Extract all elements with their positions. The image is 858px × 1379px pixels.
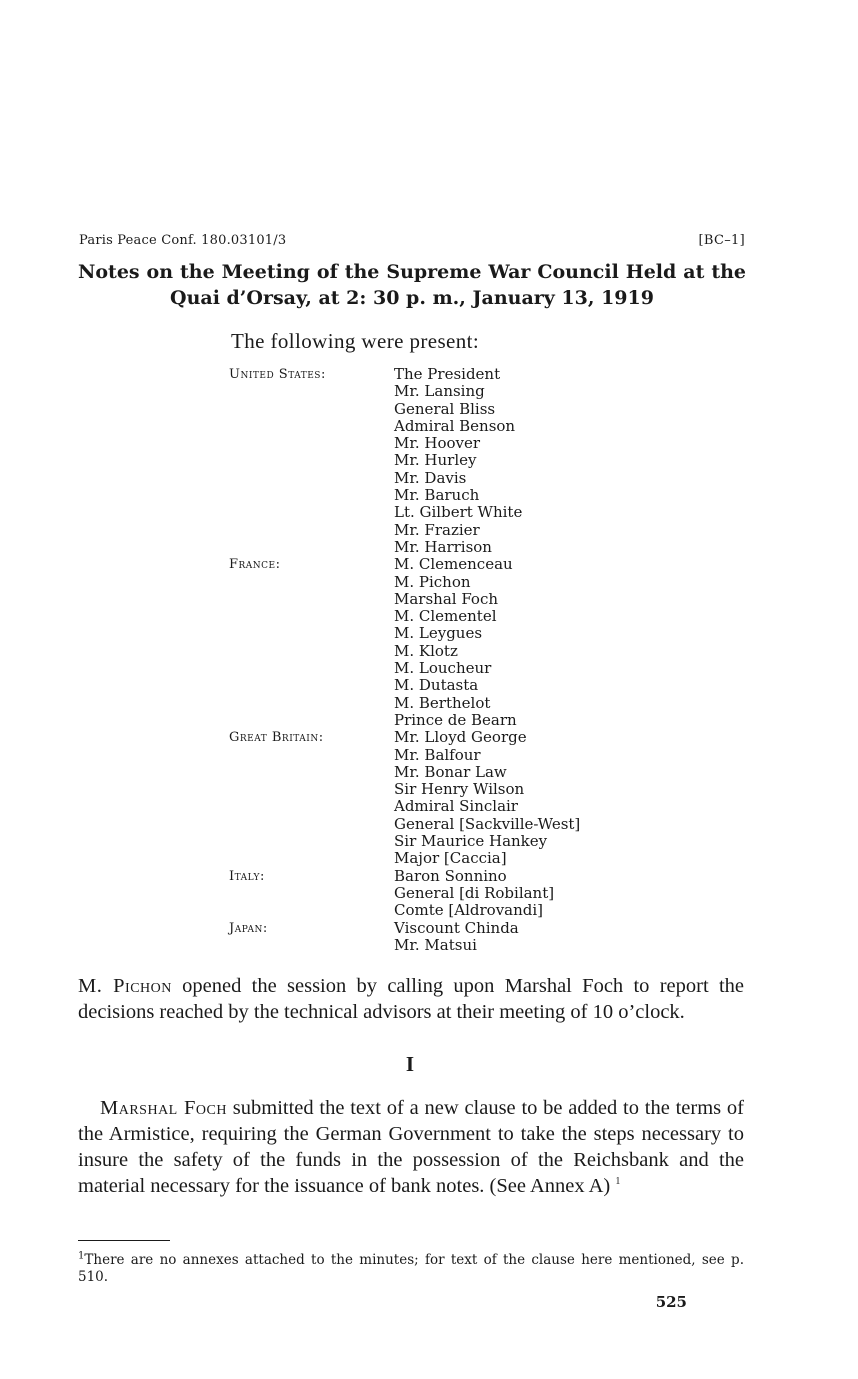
footnote-text: There are no annexes attached to the minutes; for text of the clause here mentioned, see p. 510.	[78, 1252, 744, 1285]
delegate-name: M. Pichon	[394, 572, 471, 591]
delegate-name: Comte [Aldrovandi]	[394, 901, 544, 920]
page-number: 525	[655, 1293, 687, 1311]
footnote	[78, 1252, 744, 1286]
speaker-name: Marshal Foch	[100, 1097, 227, 1119]
delegate-name: Admiral Sinclair	[394, 797, 518, 816]
delegate-name: Sir Henry Wilson	[394, 780, 525, 799]
delegation-great-britain	[229, 729, 649, 867]
country-label: Japan:	[229, 920, 268, 936]
country-label: United States:	[229, 367, 326, 382]
delegate-name: Marshal Foch	[394, 589, 499, 608]
file-reference: Paris Peace Conf. 180.03101/3	[79, 233, 287, 248]
delegate-name: M. Klotz	[394, 641, 458, 660]
title-line-1: Notes on the Meeting of the Supreme War Council Held at the	[78, 261, 746, 283]
delegate-name: Mr. Bonar Law	[394, 762, 507, 781]
delegate-name: Mr. Lansing	[394, 382, 485, 401]
country-label: Italy:	[229, 868, 265, 884]
attendance-intro: The following were present:	[231, 329, 480, 353]
delegate-name: Mr. Balfour	[394, 745, 481, 764]
attendee-roster	[229, 366, 649, 954]
delegate-name: Mr. Davis	[394, 468, 467, 487]
delegate-name: M. Clemenceau	[394, 555, 513, 574]
section-number: I	[405, 1052, 415, 1076]
country-label: France:	[229, 557, 281, 573]
paragraph-text: opened the session by calling upon Marshal Foch to report the decisions reached by the technical advisors at their meeting of 10 o’clock.	[78, 975, 744, 1023]
delegate-list	[394, 868, 649, 920]
footnote-reference: 1	[615, 1176, 621, 1188]
document-code: [BC–1]	[698, 233, 745, 248]
delegate-name: Mr. Lloyd George	[394, 728, 527, 747]
delegate-name: Major [Caccia]	[394, 849, 507, 868]
paragraph-opening	[78, 973, 744, 1025]
delegation-italy	[229, 868, 649, 920]
paragraph-text: submitted the text of a new clause to be added to the terms of the Armistice, requiring the German Government to take the steps necessary to insure the safety of the funds in the possession of the Reichsbank and the material necessary for the issuance of bank notes. (See Annex A)	[78, 1097, 744, 1197]
delegation-japan	[229, 920, 649, 955]
delegate-name: Admiral Benson	[394, 416, 516, 435]
delegate-name: Mr. Hurley	[394, 451, 477, 470]
delegate-name: Lt. Gilbert White	[394, 503, 523, 522]
delegate-name: General Bliss	[394, 399, 496, 418]
country-label: Great Britain:	[229, 730, 324, 746]
delegate-name: M. Berthelot	[394, 693, 491, 712]
delegate-list	[394, 729, 649, 867]
delegate-name: General [di Robilant]	[394, 883, 555, 902]
delegate-name: M. Clementel	[394, 607, 497, 626]
delegate-name: M. Loucheur	[394, 659, 492, 678]
delegate-list	[394, 366, 649, 556]
delegate-name: Mr. Matsui	[394, 935, 477, 954]
speaker-name: M. Pichon	[78, 975, 172, 997]
delegate-list	[394, 920, 649, 955]
delegate-name: Mr. Baruch	[394, 486, 480, 505]
title-line-2: Quai d’Orsay, at 2: 30 p. m., January 13, 1919	[170, 287, 654, 309]
delegate-name: Baron Sonnino	[394, 866, 507, 885]
delegate-list	[394, 556, 649, 729]
delegation-france	[229, 556, 649, 729]
delegate-name: Viscount Chinda	[394, 918, 519, 937]
delegate-name: Mr. Harrison	[394, 537, 492, 556]
delegate-name: Mr. Frazier	[394, 520, 480, 539]
delegate-name: Sir Maurice Hankey	[394, 832, 548, 851]
delegate-name: M. Dutasta	[394, 676, 479, 695]
paragraph-clause	[78, 1095, 744, 1199]
delegate-name: M. Leygues	[394, 624, 483, 643]
footnote-marker: 1	[78, 1250, 85, 1262]
delegate-name: Prince de Bearn	[394, 710, 517, 729]
delegate-name: Mr. Hoover	[394, 434, 481, 453]
delegate-name: General [Sackville-West]	[394, 814, 581, 833]
footnote-divider	[78, 1240, 170, 1241]
document-title	[78, 259, 746, 311]
delegate-name: The President	[394, 365, 501, 383]
delegation-united-states	[229, 366, 649, 556]
